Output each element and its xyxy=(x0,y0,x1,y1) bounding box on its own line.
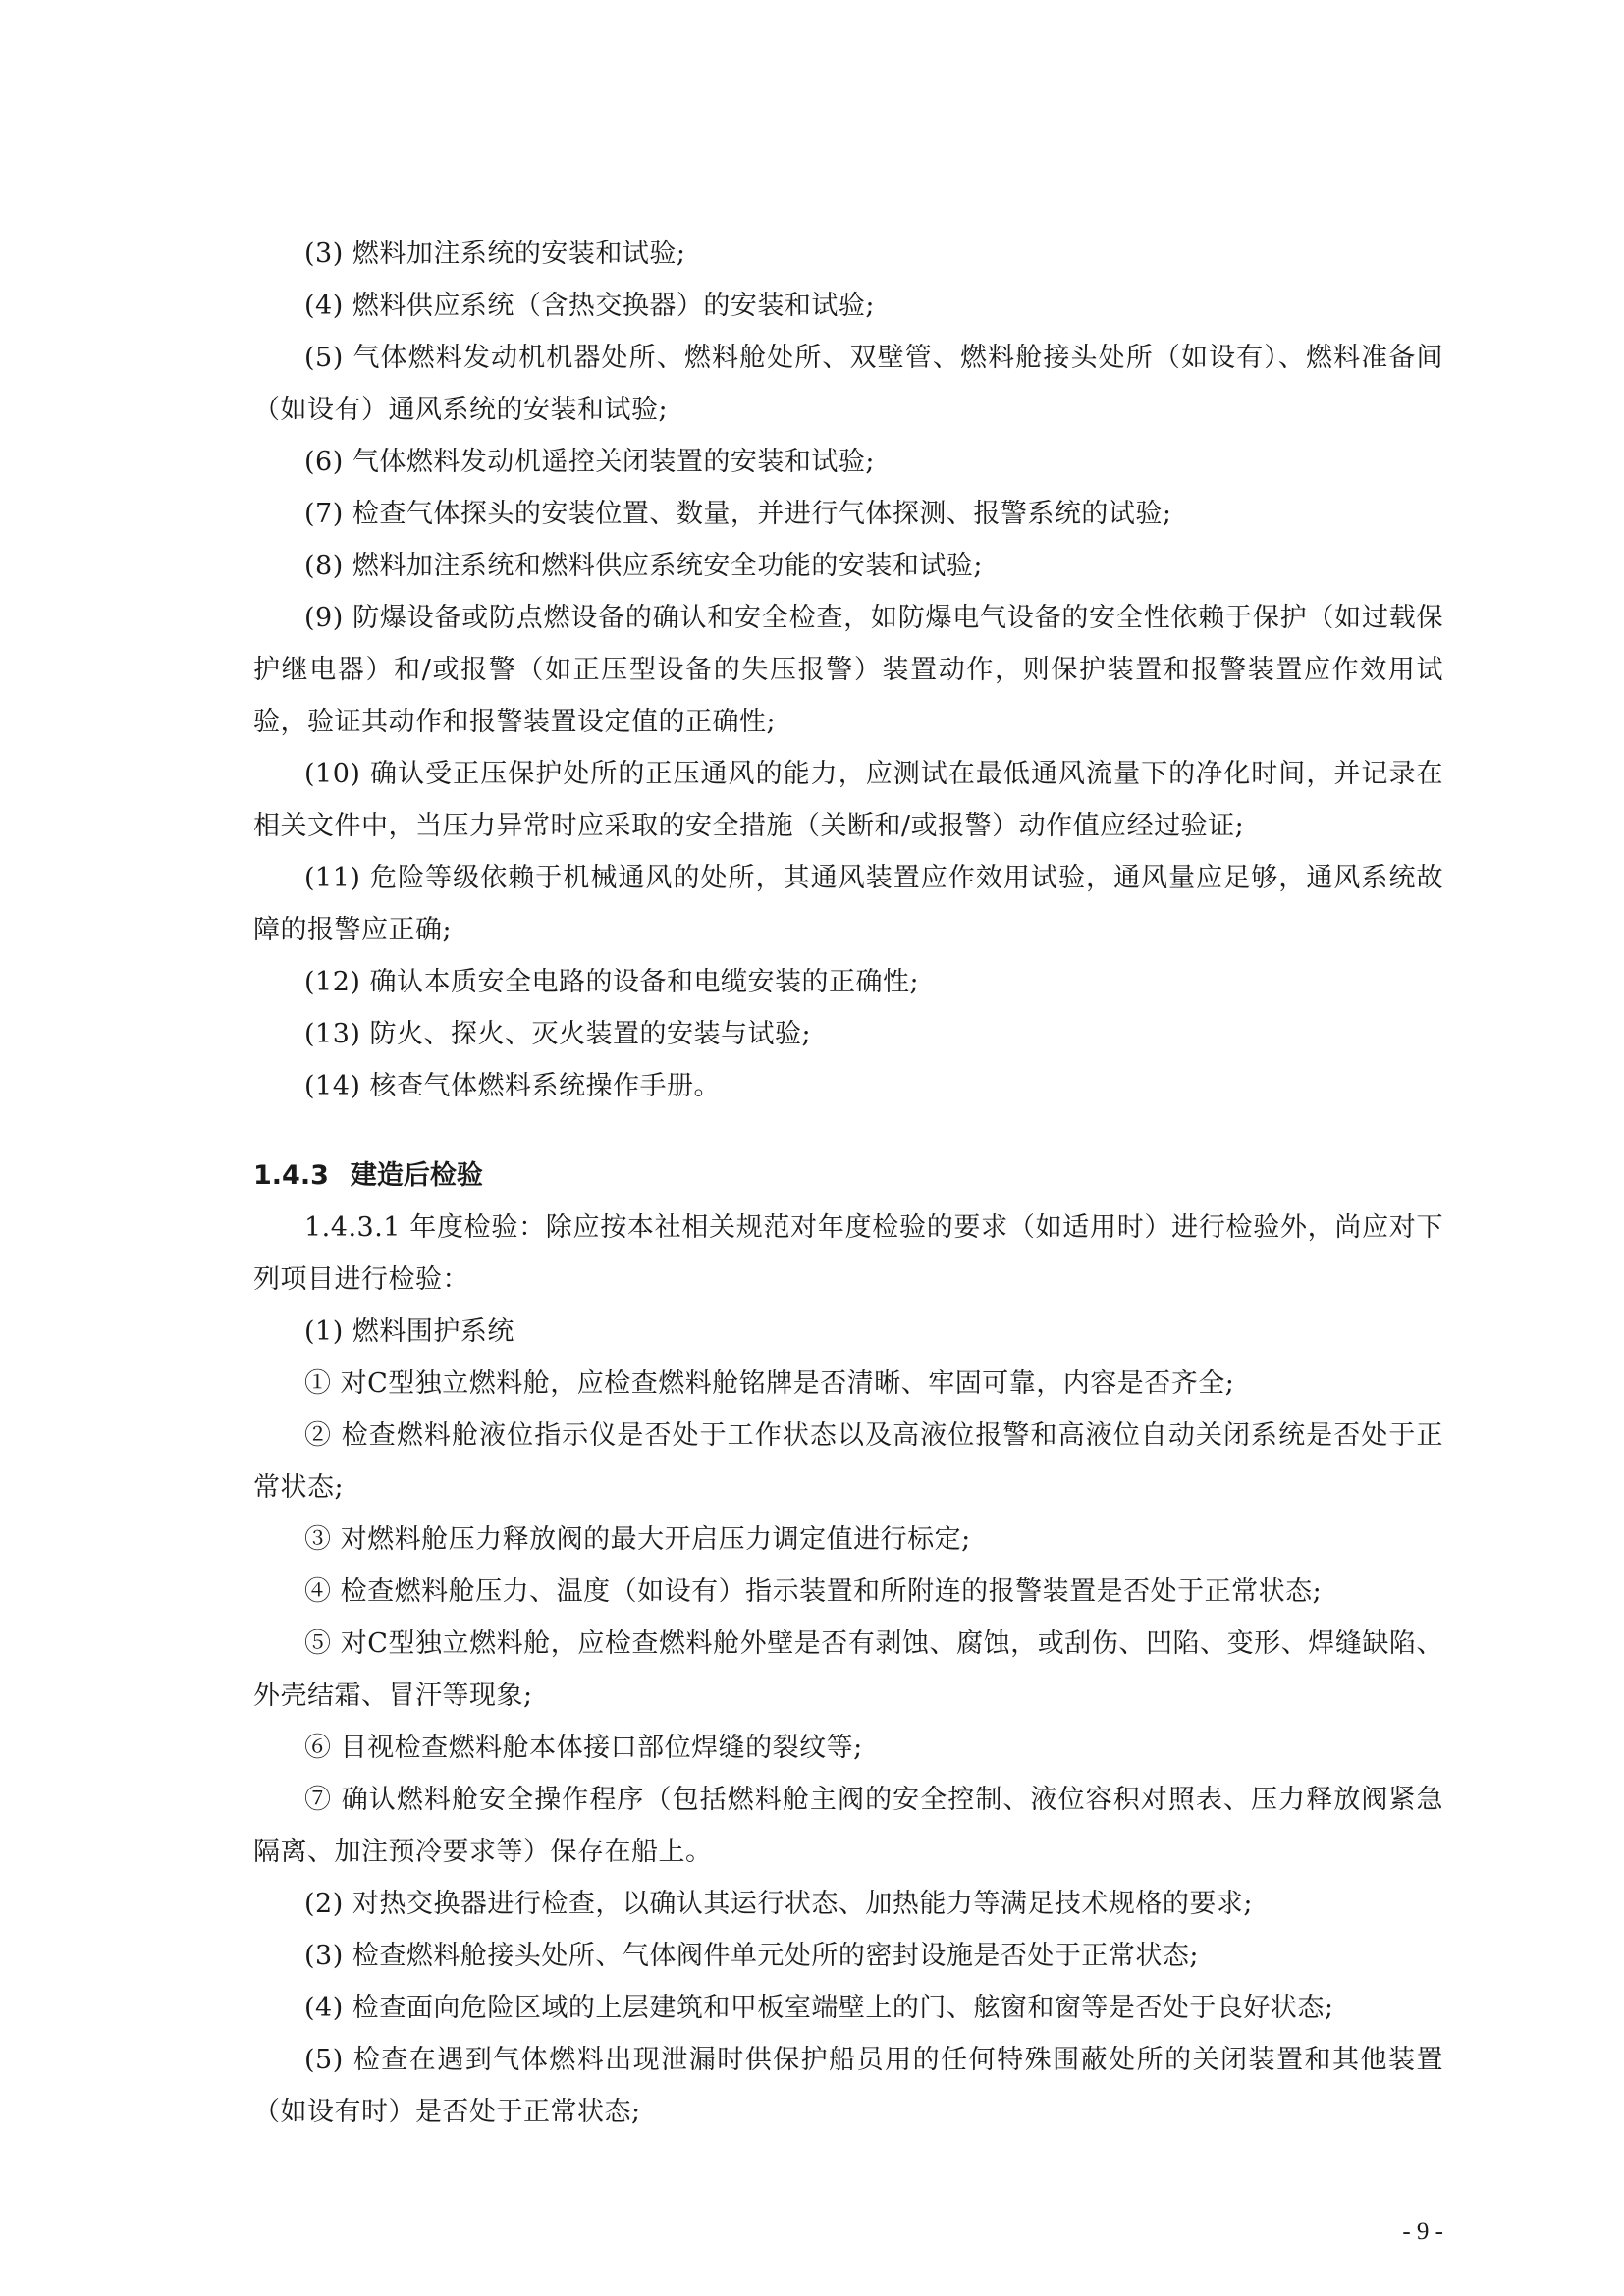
list-item: (12) 确认本质安全电路的设备和电缆安装的正确性; xyxy=(304,967,920,997)
document-body xyxy=(253,228,1443,2138)
list-item: (3) 检查燃料舱接头处所、气体阀件单元处所的密封设施是否处于正常状态; xyxy=(304,1941,1199,1971)
paragraph-1-4-3-1: 1.4.3.1 年度检验：除应按本社相关规范对年度检验的要求（如适用时）进行检验外，尚应对下列项目进行检验： xyxy=(253,1212,1443,1295)
item-list-bottom xyxy=(253,1306,1443,2138)
list-item: ③ 对燃料舱压力释放阀的最大开启压力调定值进行标定; xyxy=(304,1524,971,1555)
list-item: (14) 核查气体燃料系统操作手册。 xyxy=(304,1071,722,1101)
list-item: (11) 危险等级依赖于机械通风的处所，其通风装置应作效用试验，通风量应足够，通风系统故障的报警应正确; xyxy=(253,863,1443,945)
list-item: ② 检查燃料舱液位指示仪是否处于工作状态以及高液位报警和高液位自动关闭系统是否处于正常状态; xyxy=(253,1420,1443,1503)
list-item: ④ 检查燃料舱压力、温度（如设有）指示装置和所附连的报警装置是否处于正常状态; xyxy=(304,1576,1323,1607)
section-number: 1.4.3 xyxy=(253,1160,329,1191)
list-item: (5) 气体燃料发动机机器处所、燃料舱处所、双壁管、燃料舱接头处所（如设有）、燃料准备间（如设有）通风系统的安装和试验; xyxy=(253,343,1443,425)
list-item: (9) 防爆设备或防点燃设备的确认和安全检查，如防爆电气设备的安全性依赖于保护（如过载保护继电器）和/或报警（如正压型设备的失压报警）装置动作，则保护装置和报警装置应作效用试验，验证其动作和报警装置设定值的正确性; xyxy=(253,603,1443,737)
list-item: (4) 燃料供应系统（含热交换器）的安装和试验; xyxy=(304,291,875,321)
section-heading xyxy=(253,1149,1443,1201)
list-item: (1) 燃料围护系统 xyxy=(304,1316,514,1347)
page-number: - 9 - xyxy=(1402,2218,1443,2245)
section-title: 建造后检验 xyxy=(350,1160,483,1191)
list-item: (8) 燃料加注系统和燃料供应系统安全功能的安装和试验; xyxy=(304,551,983,581)
list-item: ① 对C型独立燃料舱，应检查燃料舱铭牌是否清晰、牢固可靠，内容是否齐全; xyxy=(304,1368,1235,1399)
list-item: (13) 防火、探火、灭火装置的安装与试验; xyxy=(304,1019,812,1049)
list-item: (10) 确认受正压保护处所的正压通风的能力，应测试在最低通风流量下的净化时间，并记录在相关文件中，当压力异常时应采取的安全措施（关断和/或报警）动作值应经过验证; xyxy=(253,759,1443,841)
item-list-top xyxy=(253,228,1443,1112)
list-item: (4) 检查面向危险区域的上层建筑和甲板室端壁上的门、舷窗和窗等是否处于良好状态; xyxy=(304,1993,1334,2023)
list-item: ⑥ 目视检查燃料舱本体接口部位焊缝的裂纹等; xyxy=(304,1733,863,1763)
list-item: ⑦ 确认燃料舱安全操作程序（包括燃料舱主阀的安全控制、液位容积对照表、压力释放阀紧急隔离、加注预冷要求等）保存在船上。 xyxy=(253,1785,1443,1867)
list-item: (5) 检查在遇到气体燃料出现泄漏时供保护船员用的任何特殊围蔽处所的关闭装置和其他装置（如设有时）是否处于正常状态; xyxy=(253,2045,1443,2127)
list-item: (3) 燃料加注系统的安装和试验; xyxy=(304,239,686,269)
list-item: ⑤ 对C型独立燃料舱，应检查燃料舱外壁是否有剥蚀、腐蚀，或刮伤、凹陷、变形、焊缝缺陷、外壳结霜、冒汗等现象; xyxy=(253,1629,1443,1711)
list-item: (2) 对热交换器进行检查，以确认其运行状态、加热能力等满足技术规格的要求; xyxy=(304,1889,1253,1919)
list-item: (6) 气体燃料发动机遥控关闭装置的安装和试验; xyxy=(304,447,875,477)
list-item: (7) 检查气体探头的安装位置、数量，并进行气体探测、报警系统的试验; xyxy=(304,499,1172,529)
